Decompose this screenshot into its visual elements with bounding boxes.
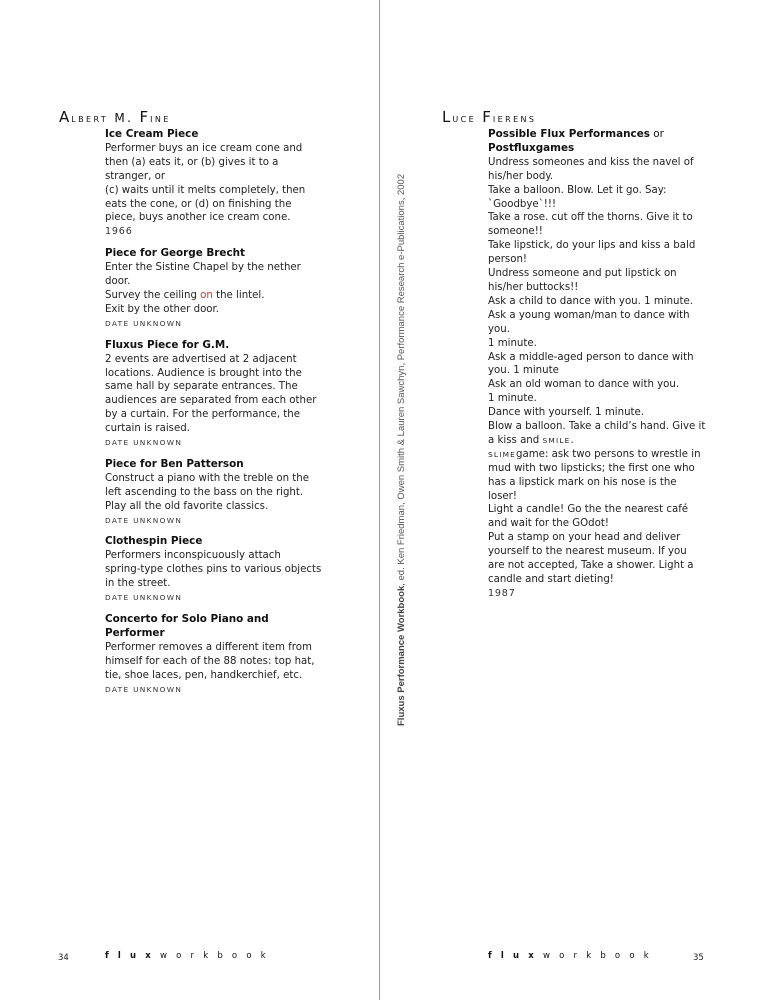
text-fragment: the lintel. <box>212 289 265 301</box>
piece-title: Concerto for Solo Piano and <box>105 613 269 625</box>
piece-title-connector: or <box>649 128 664 140</box>
text-line: you. <box>488 323 510 335</box>
page-divider <box>379 0 380 1000</box>
left-column <box>105 128 323 704</box>
right-column <box>488 128 708 601</box>
piece-year: 1987 <box>488 587 516 599</box>
text-line: candle and start dieting! <box>488 574 614 585</box>
piece-title: Fluxus Piece for G.M. <box>105 338 230 351</box>
piece-title-part: Possible Flux Performances <box>488 128 650 140</box>
brand-footer-left <box>105 951 275 961</box>
text-line: Undress someones and kiss the navel of <box>488 156 694 168</box>
text-line: Blow a balloon. Take a child’s hand. Give it <box>488 421 706 433</box>
piece-date: DATE UNKNOWN <box>105 593 183 603</box>
text-line: Ask a young woman/man to dance with <box>488 309 690 321</box>
text-line <box>488 448 708 462</box>
text-line: Dance with yourself. 1 minute. <box>488 407 645 419</box>
page-number-right: 35 <box>693 953 704 963</box>
brand-footer-right <box>488 951 658 961</box>
author-heading-left <box>59 108 171 126</box>
author-initial: L <box>442 108 453 126</box>
piece-ice-cream <box>105 128 323 239</box>
piece-title: Ice Cream Piece <box>105 128 199 140</box>
text-line: Performers inconspicuously attach <box>105 550 281 562</box>
piece-ben-patterson <box>105 458 323 528</box>
author-name-part: ierens <box>492 111 537 125</box>
author-name-part: ine <box>150 111 171 125</box>
text-line <box>105 289 323 303</box>
piece-title: Piece for Ben Patterson <box>105 457 244 470</box>
instruction-list <box>488 156 708 434</box>
text-line: same hall by separate entrances. The <box>105 381 298 393</box>
piece-date: DATE UNKNOWN <box>105 318 183 328</box>
brand-bold: flux <box>488 951 543 961</box>
piece-date: DATE UNKNOWN <box>105 438 183 448</box>
text-line: his/her body. <box>488 170 554 182</box>
spine-credit-rest: , ed. Ken Friedman, Owen Smith & Lauren Sawchyn, Performance Research e-Publications, 2002 <box>396 173 407 586</box>
text-line: Take a rose. cut off the thorns. Give it to <box>488 212 693 224</box>
text-line: himself for each of the 88 notes: top hat, <box>105 655 315 667</box>
text-line: and wait for the GOdot! <box>488 518 609 530</box>
piece-title: Clothespin Piece <box>105 535 203 548</box>
instruction-list <box>488 462 708 587</box>
text-line: (c) waits until it melts completely, then <box>105 184 306 196</box>
text-line: Performer removes a different item from <box>105 641 312 653</box>
author-name-part: uce <box>452 111 477 125</box>
text-line: piece, buys another ice cream cone. <box>105 212 291 224</box>
text-line: spring-type clothes pins to various objects <box>105 564 322 576</box>
piece-date: DATE UNKNOWN <box>105 684 183 694</box>
text-line: yourself to the nearest museum. If you <box>488 546 687 558</box>
text-line: tie, shoe laces, pen, handkerchief, etc. <box>105 669 303 681</box>
piece-title: Postfluxgames <box>488 141 575 154</box>
text-line: are not accepted, Take a shower. Light a <box>488 560 694 572</box>
spine-credit <box>396 174 407 726</box>
highlighted-word: on <box>200 289 213 301</box>
text-line: door. <box>105 276 131 288</box>
author-initial: F <box>139 108 151 126</box>
text-line: stranger, or <box>105 170 166 182</box>
text-fragment: a kiss and <box>488 434 543 446</box>
piece-date: DATE UNKNOWN <box>105 515 183 525</box>
text-line: someone!! <box>488 226 543 238</box>
text-line: Put a stamp on your head and deliver <box>488 532 681 544</box>
text-line: by a curtain. For the performance, the <box>105 409 301 421</box>
text-line: curtain is raised. <box>105 423 190 435</box>
text-line: Construct a piano with the treble on the <box>105 472 310 484</box>
spine-credit-title: Fluxus Performance Workbook <box>396 585 407 726</box>
text-line: Play all the old favorite classics. <box>105 500 269 512</box>
text-line: Ask a middle-aged person to dance with <box>488 351 694 363</box>
brand-bold: flux <box>105 951 160 961</box>
author-initial: A <box>59 108 72 126</box>
text-fragment: game: ask two persons to wrestle in <box>516 448 701 460</box>
author-initial: F <box>482 108 493 126</box>
text-line: Ask a child to dance with you. 1 minute. <box>488 295 693 307</box>
text-line: audiences are separated from each other <box>105 395 317 407</box>
text-line: Take lipstick, do your lips and kiss a bald <box>488 240 696 252</box>
text-line: Ask an old woman to dance with you. <box>488 379 680 391</box>
small-caps-word: SLIME <box>488 449 517 459</box>
text-fragment: Survey the ceiling <box>105 289 201 301</box>
text-line: Undress someone and put lipstick on <box>488 268 677 280</box>
author-heading-right <box>442 108 536 126</box>
text-line: has a lipstick mark on his nose is the <box>488 476 677 488</box>
piece-year: 1966 <box>105 226 133 238</box>
brand-rest: workbook <box>159 951 275 961</box>
text-line: in the street. <box>105 578 171 590</box>
text-line: `Goodbye`!!! <box>488 198 557 210</box>
text-line: person! <box>488 254 528 266</box>
piece-george-brecht <box>105 247 323 330</box>
text-line: 1 minute. <box>488 393 537 405</box>
text-line: you. 1 minute <box>488 365 559 377</box>
brand-rest: workbook <box>542 951 658 961</box>
text-line <box>488 434 708 448</box>
text-line: Performer buys an ice cream cone and <box>105 142 303 154</box>
piece-gm <box>105 339 323 450</box>
text-line: left ascending to the bass on the right. <box>105 486 304 498</box>
text-line: Take a balloon. Blow. Let it go. Say: <box>488 184 667 196</box>
piece-title: Performer <box>105 626 165 639</box>
author-name-part: lbert M. <box>71 111 134 125</box>
page-number-left: 34 <box>58 953 69 963</box>
text-line: locations. Audience is brought into the <box>105 367 302 379</box>
text-fragment: . <box>570 434 574 446</box>
piece-clothespin <box>105 535 323 605</box>
text-line: his/her buttocks!! <box>488 281 579 293</box>
small-caps-word: SMILE <box>542 435 571 445</box>
text-line: eats the cone, or (d) on finishing the <box>105 198 292 210</box>
piece-title: Piece for George Brecht <box>105 247 246 260</box>
text-line: Light a candle! Go the the nearest café <box>488 504 689 516</box>
piece-title <box>488 128 708 142</box>
text-line: loser! <box>488 490 517 502</box>
text-line: mud with two lipsticks; the first one who <box>488 462 695 474</box>
text-line: 2 events are advertised at 2 adjacent <box>105 353 297 365</box>
text-line: Enter the Sistine Chapel by the nether <box>105 262 301 274</box>
text-line: then (a) eats it, or (b) gives it to a <box>105 156 279 168</box>
piece-concerto <box>105 613 323 696</box>
text-line: 1 minute. <box>488 337 537 349</box>
text-line: Exit by the other door. <box>105 303 220 315</box>
